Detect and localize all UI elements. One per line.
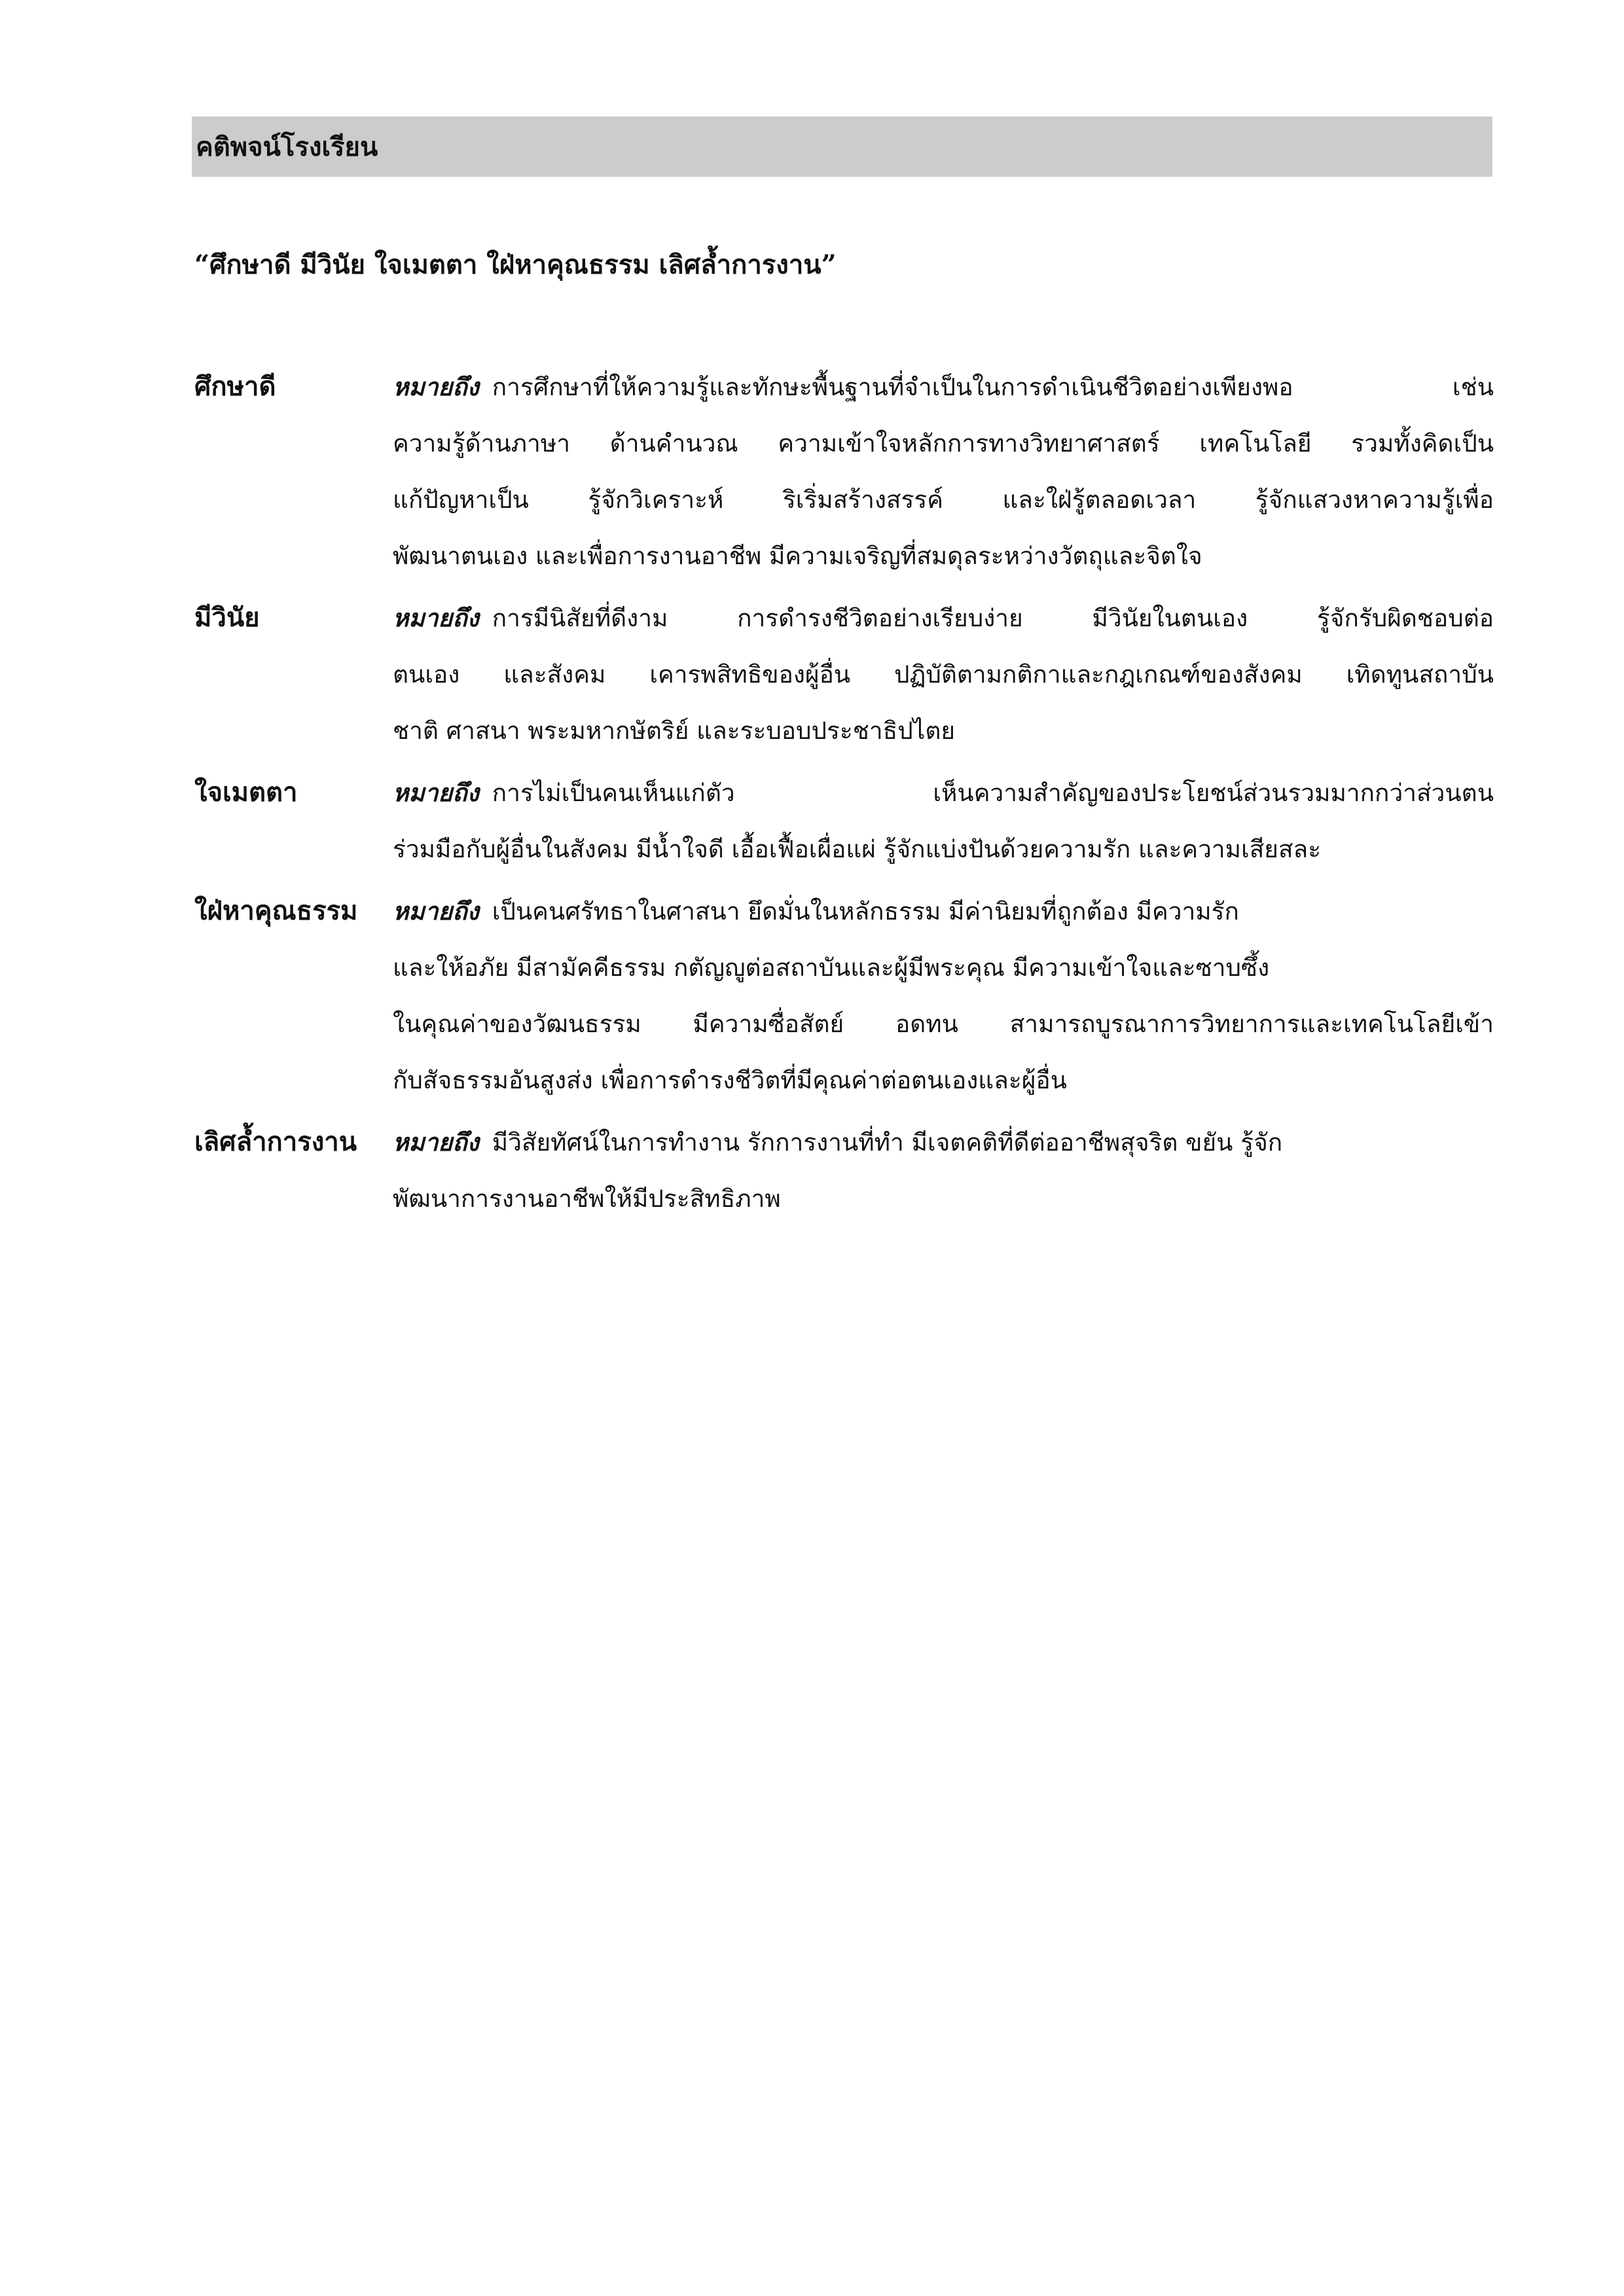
definition-text — [393, 764, 1494, 878]
school-motto: “ศึกษาดี มีวินัย ใจเมตตา ใฝ่หาคุณธรรม เลิศล้ำการงาน” — [194, 249, 837, 280]
definition-line: ความรู้ด้านภาษา ด้านคำนวณ ความเข้าใจหลักการทางวิทยาศาสตร์ เทคโนโลยี รวมทั้งคิดเป็น — [393, 429, 1494, 457]
definition-lead: หมายถึง — [393, 372, 479, 401]
definition-line: และให้อภัย มีสามัคคีธรรม กตัญญูต่อสถาบันและผู้มีพระคุณ มีความเข้าใจและซาบซึ้ง — [393, 954, 1270, 982]
definition-lead: หมายถึง — [393, 778, 479, 807]
definition-term: ใจเมตตา — [194, 777, 298, 808]
definition-entry — [194, 1114, 1494, 1227]
definition-text — [393, 883, 1494, 1109]
definition-line: หมายถึง การศึกษาที่ให้ความรู้และทักษะพื้นฐานที่จำเป็นในการดำเนินชีวิตอย่างเพียงพอ เช่น — [393, 372, 1494, 401]
definition-line: หมายถึง มีวิสัยทัศน์ในการทำงาน รักการงานที่ทำ มีเจตคติที่ดีต่ออาชีพสุจริต ขยัน รู้จัก — [393, 1128, 1283, 1157]
section-header-bar — [192, 117, 1492, 177]
definition-text — [393, 590, 1494, 759]
definition-term: ศึกษาดี — [194, 371, 276, 402]
definition-text — [393, 359, 1494, 584]
definition-lead: หมายถึง — [393, 897, 479, 925]
definition-entry — [194, 764, 1494, 878]
definition-lead: หมายถึง — [393, 1128, 479, 1157]
definition-entry — [194, 883, 1494, 1109]
definition-text — [393, 1114, 1494, 1227]
definition-line: แก้ปัญหาเป็น รู้จักวิเคราะห์ ริเริ่มสร้างสรรค์ และใฝ่รู้ตลอดเวลา รู้จักแสวงหาความรู้เพื่อ — [393, 486, 1494, 514]
definition-line: หมายถึง การไม่เป็นคนเห็นแก่ตัว เห็นความสำคัญของประโยชน์ส่วนรวมมากกว่าส่วนตน — [393, 778, 1494, 807]
definition-line: พัฒนาตนเอง และเพื่อการงานอาชีพ มีความเจริญที่สมดุลระหว่างวัตถุและจิตใจ — [393, 542, 1202, 570]
definition-list — [194, 359, 1494, 1232]
definition-lead: หมายถึง — [393, 603, 479, 632]
definition-entry — [194, 590, 1494, 759]
section-title: คติพจน์โรงเรียน — [196, 132, 378, 162]
definition-line: หมายถึง การมีนิสัยที่ดีงาม การดำรงชีวิตอย่างเรียบง่าย มีวินัยในตนเอง รู้จักรับผิดชอบต่อ — [393, 603, 1494, 632]
definition-term: เลิศล้ำการงาน — [194, 1126, 357, 1157]
definition-line: พัฒนาการงานอาชีพให้มีประสิทธิภาพ — [393, 1185, 781, 1213]
definition-term: มีวินัย — [194, 602, 260, 633]
definition-line: ในคุณค่าของวัฒนธรรม มีความซื่อสัตย์ อดทน สามารถบูรณาการวิทยาการและเทคโนโลยีเข้า — [393, 1010, 1494, 1038]
definition-line: กับสัจธรรมอันสูงส่ง เพื่อการดำรงชีวิตที่มีคุณค่าต่อตนเองและผู้อื่น — [393, 1066, 1067, 1094]
definition-line: ชาติ ศาสนา พระมหากษัตริย์ และระบอบประชาธิปไตย — [393, 717, 956, 745]
definition-entry — [194, 359, 1494, 584]
definition-line: ร่วมมือกับผู้อื่นในสังคม มีน้ำใจดี เอื้อเฟื้อเผื่อแผ่ รู้จักแบ่งปันด้วยความรัก และความเสียสละ — [393, 835, 1322, 863]
definition-term: ใฝ่หาคุณธรรม — [194, 895, 358, 926]
definition-line: ตนเอง และสังคม เคารพสิทธิของผู้อื่น ปฏิบัติตามกติกาและกฎเกณฑ์ของสังคม เทิดทูนสถาบัน — [393, 660, 1494, 689]
definition-line: หมายถึง เป็นคนศรัทธาในศาสนา ยึดมั่นในหลักธรรม มีค่านิยมที่ถูกต้อง มีความรัก — [393, 897, 1239, 925]
